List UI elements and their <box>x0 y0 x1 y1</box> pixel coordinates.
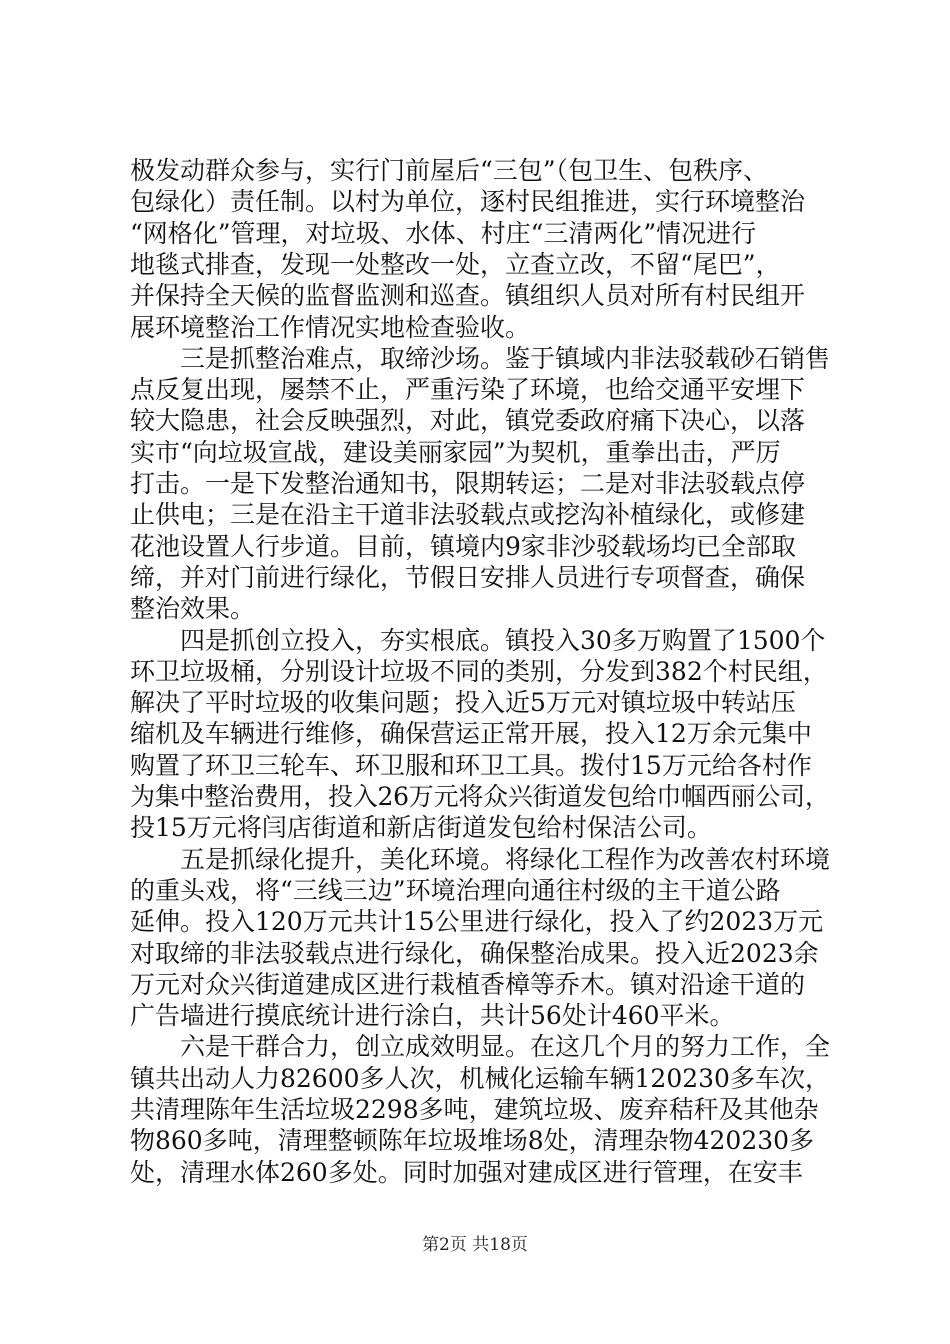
text-line: 解决了平时垃圾的收集问题；投入近5万元对镇垃圾中转站压 <box>130 688 796 717</box>
text-line: 的重头戏，将“三线三边”环境治理向通往村级的主干道公路 <box>130 876 781 905</box>
text-line: 包绿化）责任制。以村为单位，逐村民组推进，实行环境整治 <box>130 187 806 216</box>
text-line: 整治效果。 <box>130 594 256 623</box>
text-line: 展环境整治工作情况实地检查验收。 <box>130 313 531 342</box>
text-line: 花池设置人行步道。目前，镇境内9家非沙驳载场均已全部取 <box>130 532 796 561</box>
text-line: 投15万元将闫店街道和新店街道发包给村保洁公司。 <box>130 813 712 842</box>
text-line: 处，清理水体260多处。同时加强对建成区进行管理，在安丰 <box>130 1158 803 1187</box>
text-line: 共清理陈年生活垃圾2298多吨，建筑垃圾、废弃秸秆及其他杂 <box>130 1095 819 1124</box>
text-line: 延伸。投入120万元共计15公里进行绿化，投入了约2023万元 <box>130 907 824 936</box>
text-line: 环卫垃圾桶，分别设计垃圾不同的类别，分发到382个村民组， <box>130 657 828 686</box>
text-line: 并保持全天候的监督监测和巡查。镇组织人员对所有村民组开 <box>130 281 806 310</box>
text-line: 为集中整治费用，投入26万元将众兴街道发包给巾帼西丽公司， <box>130 782 830 811</box>
text-line: 六是干群合力，创立成效明显。在这几个月的努力工作，全 <box>130 1032 830 1061</box>
text-line: 地毯式排查，发现一处整改一处，立查立改，不留“尾巴”， <box>130 250 781 279</box>
text-line: 镇共出动人力82600多人次，机械化运输车辆120230多车次， <box>130 1064 830 1093</box>
text-line: 万元对众兴街道建成区进行栽植香樟等乔木。镇对沿途干道的 <box>130 970 806 999</box>
text-line: 点反复出现，屡禁不止，严重污染了环境，也给交通平安埋下 <box>130 375 806 404</box>
text-line: 四是抓创立投入，夯实根底。镇投入30多万购置了1500个 <box>130 626 826 655</box>
page-footer: 第2页 共18页 <box>422 1235 528 1255</box>
text-line: 止供电；三是在沿主干道非法驳载点或挖沟补植绿化，或修建 <box>130 500 806 529</box>
text-line: 广告墙进行摸底统计进行涂白，共计56处计460平米。 <box>130 1001 735 1030</box>
text-line: 实市“向垃圾宣战，建设美丽家园”为契机，重拳出击，严厉 <box>130 438 781 467</box>
text-line: 三是抓整治难点，取缔沙场。鉴于镇域内非法驳载砂石销售 <box>130 344 830 373</box>
text-line: 购置了环卫三轮车、环卫服和环卫工具。拨付15万元给各村作 <box>130 751 812 780</box>
text-line: 缔，并对门前进行绿化，节假日安排人员进行专项督查，确保 <box>130 563 806 592</box>
text-line: 缩机及车辆进行维修，确保营运正常开展，投入12万余元集中 <box>130 719 812 748</box>
text-line: 物860多吨，清理整顿陈年垃圾堆场8处，清理杂物420230多 <box>130 1126 815 1155</box>
text-line: “网格化”管理，对垃圾、水体、村庄“三清两化”情况进行 <box>130 219 757 248</box>
text-line: 较大隐患，社会反映强烈，对此，镇党委政府痛下决心，以落 <box>130 406 806 435</box>
text-line: 对取缔的非法驳载点进行绿化，确保整治成果。投入近2023余 <box>130 939 819 968</box>
text-line: 极发动群众参与，实行门前屋后“三包”（包卫生、包秩序、 <box>130 156 769 185</box>
text-line: 打击。一是下发整治通知书，限期转运；二是对非法驳载点停 <box>130 469 806 498</box>
text-line: 五是抓绿化提升，美化环境。将绿化工程作为改善农村环境 <box>130 845 830 874</box>
